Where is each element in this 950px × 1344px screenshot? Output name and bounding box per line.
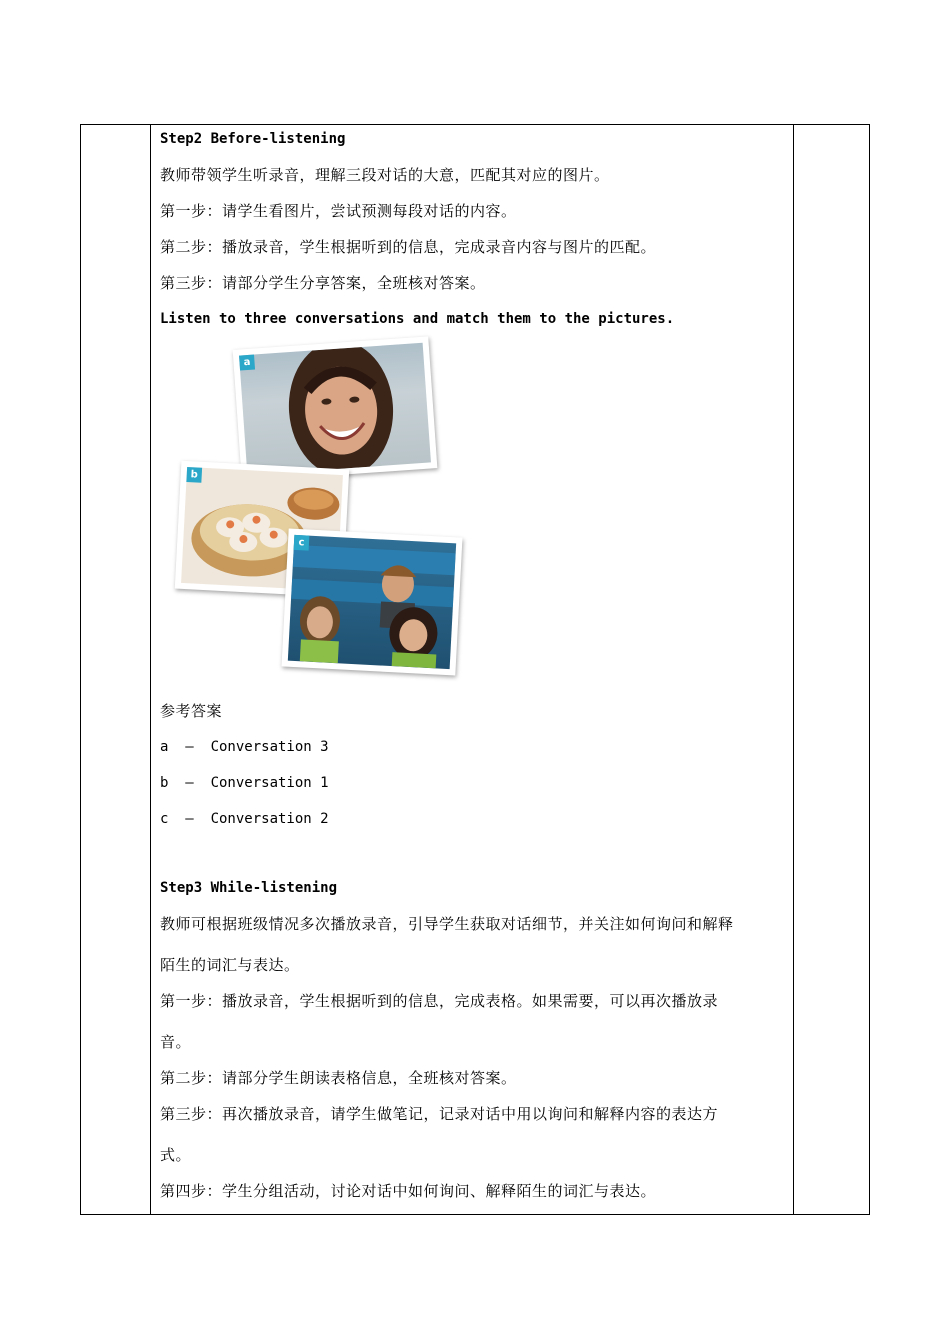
girl-photo-icon — [239, 343, 431, 476]
step3-intro-line-1: 教师可根据班级情况多次播放录音，引导学生获取对话细节，并关注如何询问和解释 — [160, 915, 734, 933]
step3-step-1-line-2: 音。 — [160, 1033, 192, 1051]
answer-item-a: a – Conversation 3 — [160, 739, 329, 755]
step3-intro-line-2: 陌生的词汇与表达。 — [160, 956, 300, 974]
photo-a-tag: a — [239, 355, 255, 371]
lesson-plan-table — [80, 124, 870, 1215]
photo-b-tag: b — [186, 467, 202, 483]
step3-heading: Step3 While-listening — [160, 880, 338, 896]
step2-step-2: 第二步：播放录音，学生根据听到的信息，完成录音内容与图片的匹配。 — [160, 238, 657, 256]
step3-step-4: 第四步：学生分组活动，讨论对话中如何询问、解释陌生的词汇与表达。 — [160, 1182, 657, 1200]
column-divider-2 — [793, 125, 794, 1214]
step3-step-2: 第二步：请部分学生朗读表格信息，全班核对答案。 — [160, 1069, 517, 1087]
photo-a — [233, 336, 438, 481]
answer-item-c: c – Conversation 2 — [160, 811, 329, 827]
step2-heading: Step2 Before-listening — [160, 131, 346, 147]
step3-step-3-line-2: 式。 — [160, 1146, 192, 1164]
step3-step-3-line-1: 第三步：再次播放录音，请学生做笔记，记录对话中用以询问和解释内容的表达方 — [160, 1105, 719, 1123]
step2-instruction: Listen to three conversations and match them to the pictures. — [160, 311, 675, 327]
step2-step-3: 第三步：请部分学生分享答案，全班核对答案。 — [160, 274, 486, 292]
answer-item-b: b – Conversation 1 — [160, 775, 329, 791]
photo-c — [282, 529, 463, 676]
step2-intro: 教师带领学生听录音，理解三段对话的大意，匹配其对应的图片。 — [160, 166, 610, 184]
answers-heading: 参考答案 — [160, 702, 223, 720]
step3-step-1-line-1: 第一步：播放录音，学生根据听到的信息，完成表格。如果需要，可以再次播放录 — [160, 992, 719, 1010]
column-divider-1 — [150, 125, 151, 1214]
step2-step-1: 第一步：请学生看图片，尝试预测每段对话的内容。 — [160, 202, 517, 220]
photo-c-tag: c — [294, 535, 310, 551]
cinema-photo-icon — [288, 535, 456, 669]
